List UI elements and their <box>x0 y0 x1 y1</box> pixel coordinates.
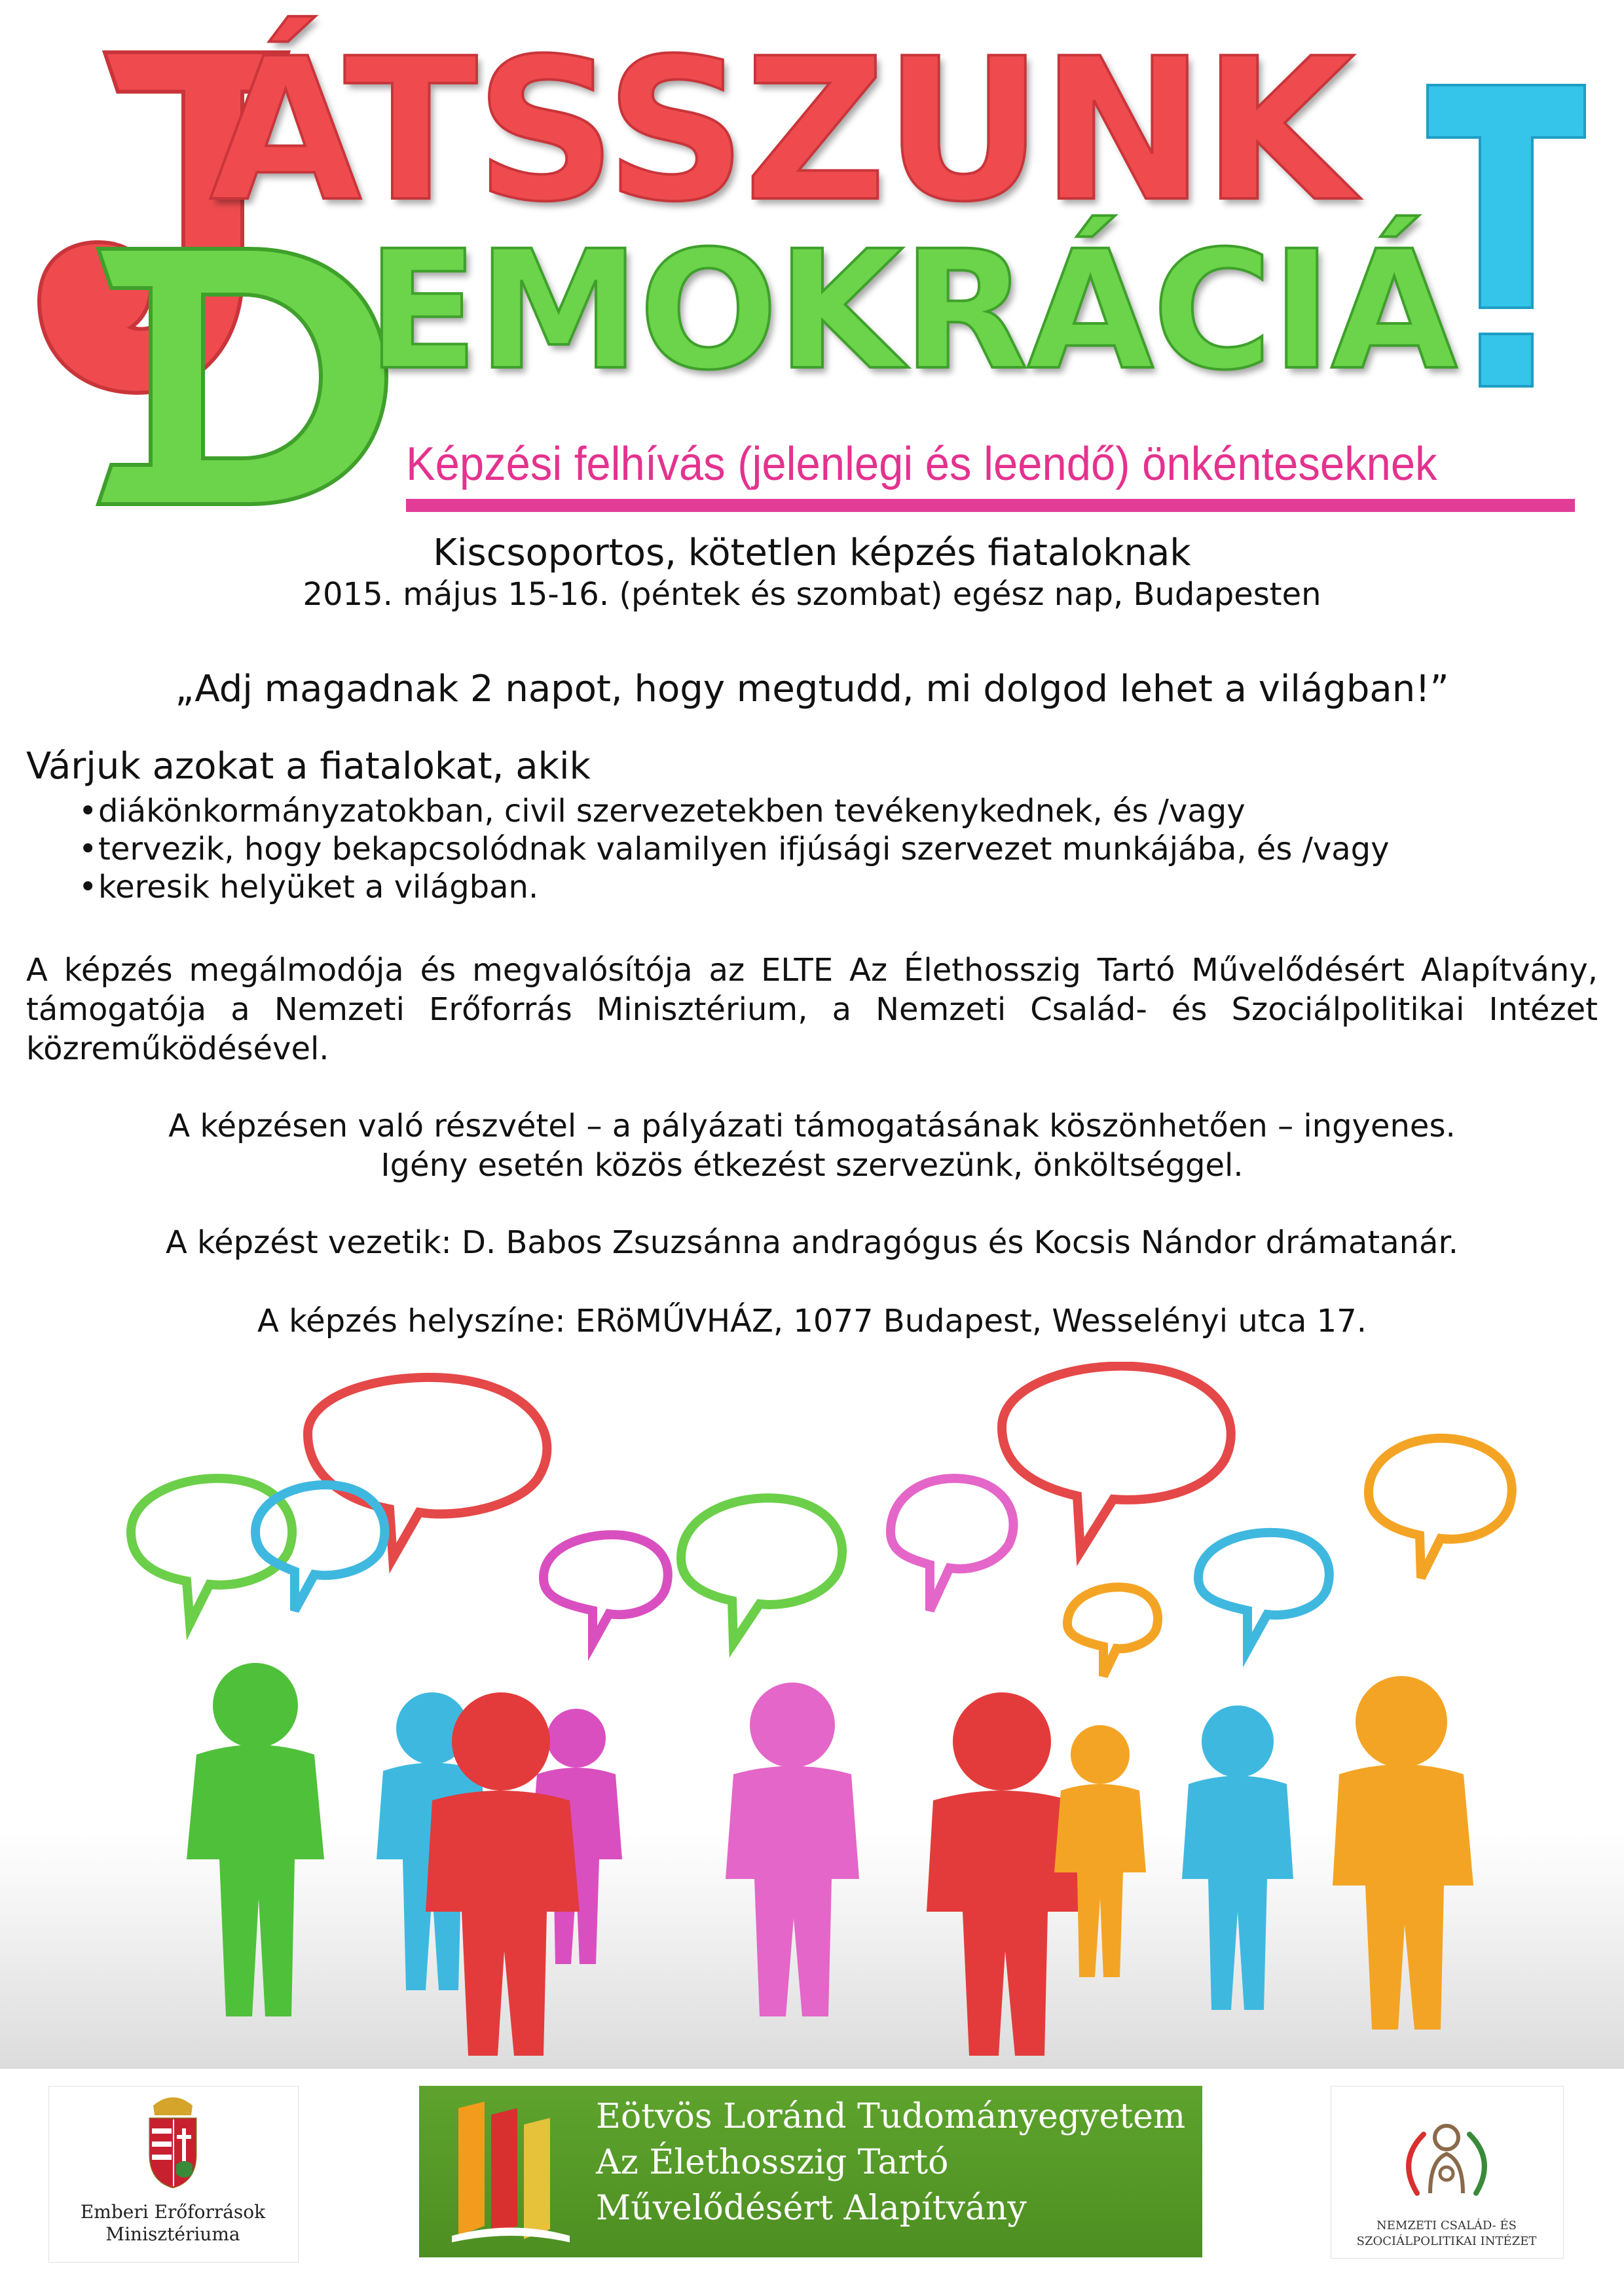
cost-paragraph: A képzésen való részvétel – a pályázati támogatásának köszönhetően – ingyenes. Igény esetén közös étkezést szervezünk, önköltséggel. <box>168 1108 1456 1184</box>
elte-line-3: Művelődésért Alapítvány <box>596 2189 1027 2228</box>
emmi-line-2: Minisztériuma <box>105 2223 240 2245</box>
audience-list <box>79 792 1390 906</box>
elte-logo-text <box>596 2094 1185 2231</box>
list-item: • keresik helyüket a világban. <box>79 868 1390 906</box>
ncsszi-line-1: NEMZETI CSALÁD- ÉS <box>1376 2219 1517 2232</box>
title-line-2: EMOKRÁCIÁ <box>367 215 1456 406</box>
event-date: 2015. május 15-16. (péntek és szombat) egész nap, Budapesten <box>303 576 1321 613</box>
subtitle: Képzési felhívás (jelenlegi és leendő) önkénteseknek <box>406 438 1437 490</box>
audience-intro: Várjuk azokat a fiatalokat, akik <box>26 745 591 788</box>
subtitle-underline <box>406 499 1575 512</box>
hungarian-coat-of-arms-icon <box>140 2092 206 2191</box>
people-speech-bubbles-illustration <box>0 1362 1624 2069</box>
elte-line-2: Az Élethosszig Tartó <box>596 2143 949 2182</box>
leaders-paragraph: A képzést vezetik: D. Babos Zsuzsánna andragógus és Kocsis Nándor drámatanár. <box>165 1224 1459 1261</box>
title-exclamation <box>1421 72 1591 399</box>
organizers-paragraph: A képzés megálmodója és megvalósítója az ELTE Az Élethosszig Tartó Művelődésért Alapítvány, támogatója a Nemzeti Erőforrás Minisztérium, a Nemzeti Család- és Szociálpolitikai Intézet közreműködésével. <box>26 952 1598 1067</box>
ncsszi-line-2: SZOCIÁLPOLITIKAI INTÉZET <box>1356 2234 1537 2248</box>
event-quote: „Adj magadnak 2 napot, hogy megtudd, mi dolgod lehet a világban!” <box>175 668 1449 710</box>
elte-books-icon <box>445 2095 576 2249</box>
emmi-logo-text <box>48 2201 297 2246</box>
list-item: • tervezik, hogy bekapcsolódnak valamilyen ifjúsági szervezet munkájába, és /vagy <box>79 830 1390 868</box>
venue-paragraph: A képzés helyszíne: ERöMŰVHÁZ, 1077 Budapest, Wesselényi utca 17. <box>257 1303 1367 1339</box>
elte-line-1: Eötvös Loránd Tudományegyetem <box>596 2097 1186 2136</box>
title-line-1: ÁTSSZUNK <box>210 16 1352 245</box>
ncsszi-logo-text <box>1331 2218 1562 2250</box>
list-item: • diákönkormányzatokban, civil szervezetekben tevékenykednek, és /vagy <box>79 792 1390 830</box>
family-emblem-icon <box>1391 2102 1502 2213</box>
emmi-line-1: Emberi Erőforrások <box>80 2201 266 2223</box>
event-headline: Kiscsoportos, kötetlen képzés fiataloknak <box>433 532 1191 574</box>
title-initial-d <box>85 236 399 517</box>
